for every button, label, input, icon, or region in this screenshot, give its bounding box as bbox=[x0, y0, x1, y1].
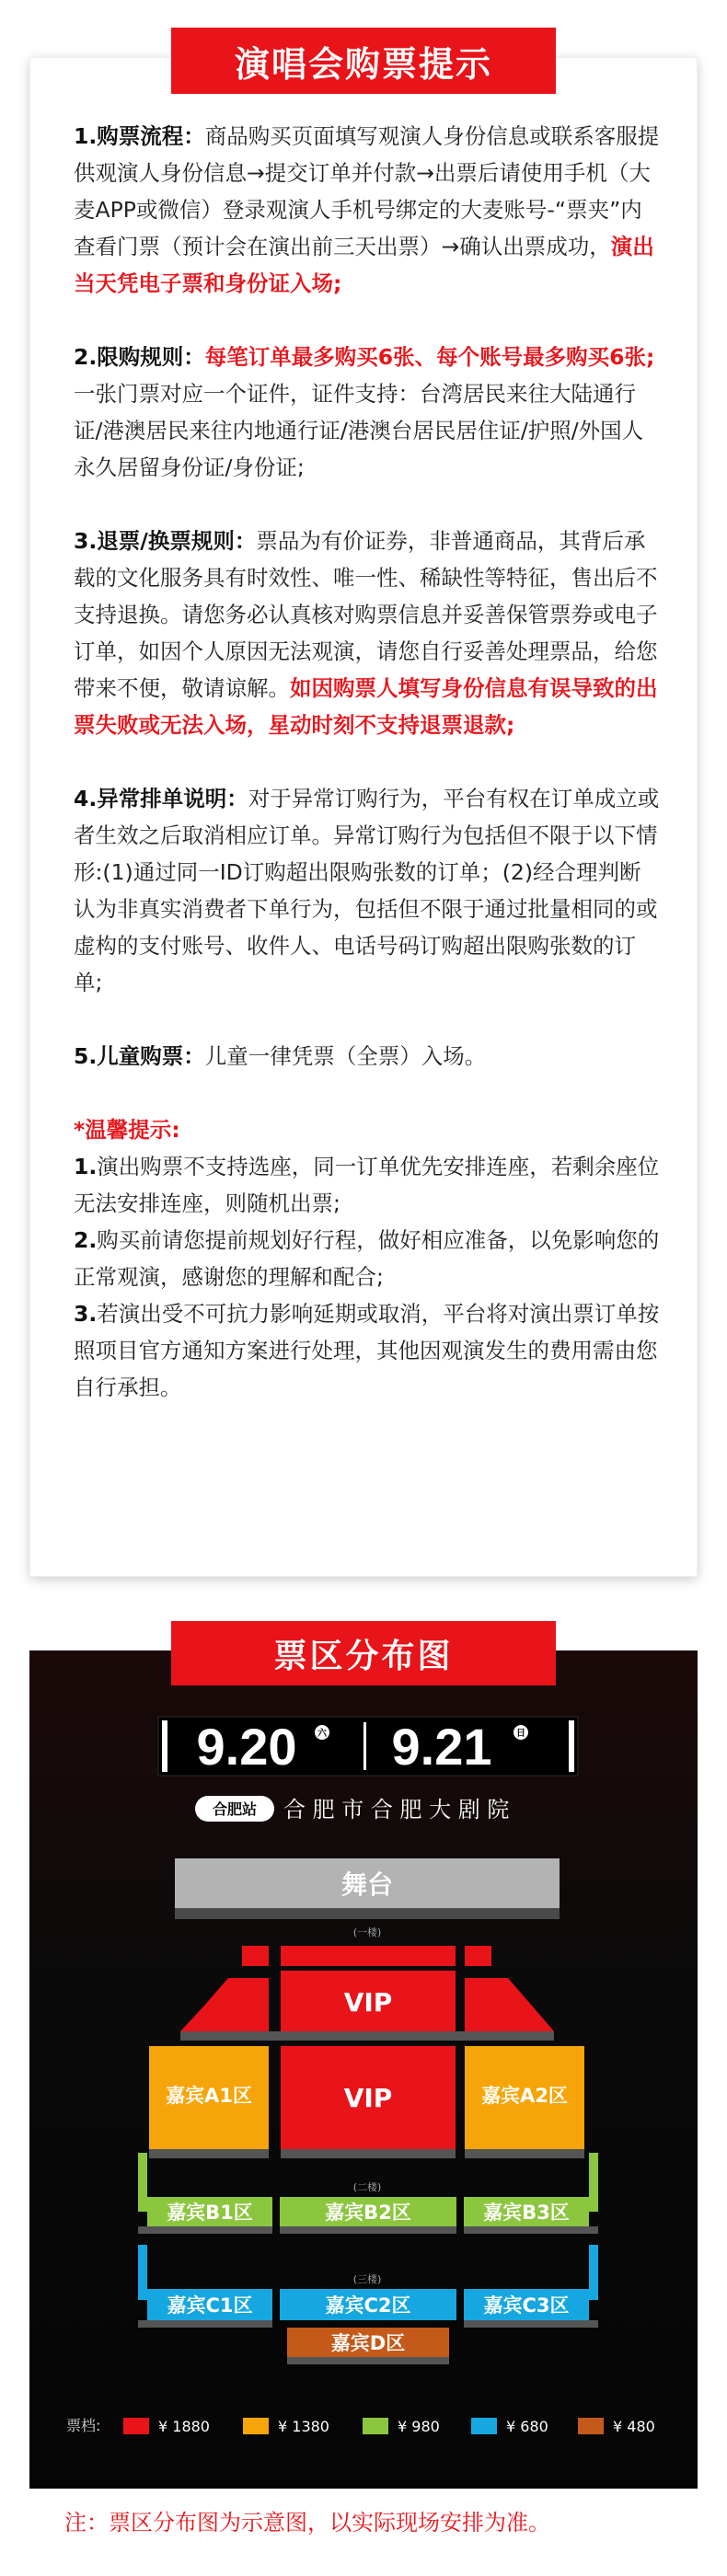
date-second: 9.21 bbox=[391, 1718, 492, 1776]
notice-item-label: 2.限购规则： bbox=[74, 344, 205, 370]
vip-front-edge bbox=[180, 2031, 554, 2041]
zone-b3-side[interactable] bbox=[589, 2153, 598, 2212]
vip-side-box-left[interactable] bbox=[242, 1946, 269, 1966]
banner-divider bbox=[364, 1722, 366, 1770]
seat-map-title: 票区分布图 bbox=[171, 1621, 556, 1685]
notice-item-text: 票品为有价证券，非普通商品，其背后承载的文化服务具有时效性、唯一性、稀缺性等特征，售出后不支持退换。请您务必认真核对购票信息并妥善保管票券或电子订单，如因个人原因无法观演，请您自行妥善处理票品，给您带来不便，敬请谅解。 bbox=[74, 528, 658, 701]
tip-text: 演出购票不支持选座，同一订单优先安排连座，若剩余座位无法安排连座，则随机出票; bbox=[74, 1154, 660, 1216]
notice-item-red: 演出当天凭电子票和身份证入场; bbox=[74, 234, 654, 296]
legend-price-980: ¥ 980 bbox=[398, 2418, 440, 2435]
legend-swatch-680 bbox=[471, 2418, 497, 2434]
footer-note: 注：票区分布图为示意图，以实际现场安排为准。 bbox=[64, 2510, 550, 2536]
zone-vip-main-edge bbox=[281, 2149, 456, 2158]
zone-b1-side[interactable] bbox=[138, 2153, 147, 2212]
zone-label-a1: 嘉宾A1区 bbox=[166, 2085, 252, 2107]
legend-label: 票档: bbox=[66, 2417, 101, 2434]
tip-number: 2. bbox=[74, 1227, 98, 1253]
vip-wing-left[interactable] bbox=[180, 1978, 269, 2031]
venue-name: 合 肥 市 合 肥 大 剧 院 bbox=[283, 1797, 510, 1823]
zone-c3-side[interactable] bbox=[589, 2245, 598, 2300]
notice-item-text: 商品购买页面填写观演人身份信息或联系客服提供观演人身份信息→提交订单并付款→出票后请使用手机（大麦APP或微信）登录观演人手机号绑定的大麦账号-“票夹”内查看门票（预计会在演出前三天出票）→确认出票成功， bbox=[74, 123, 660, 259]
zone-label-d: 嘉宾D区 bbox=[330, 2332, 406, 2354]
date-first: 9.20 bbox=[196, 1718, 297, 1776]
stage-label: 舞台 bbox=[340, 1869, 394, 1900]
zone-label-c3: 嘉宾C3区 bbox=[483, 2294, 570, 2317]
zone-b1-edge bbox=[138, 2226, 272, 2234]
notice-title: 演唱会购票提示 bbox=[171, 28, 556, 94]
zone-c1-edge bbox=[138, 2320, 272, 2328]
vip-side-box-right[interactable] bbox=[465, 1946, 491, 1966]
zone-a1-edge bbox=[149, 2149, 269, 2158]
notice-item-label: 1.购票流程： bbox=[74, 123, 205, 149]
tip-number: 3. bbox=[74, 1301, 98, 1327]
notice-item-red: 如因购票人填写身份信息有误导致的出票失败或无法入场，星动时刻不支持退票退款; bbox=[74, 675, 658, 738]
vip-wing-right[interactable] bbox=[465, 1978, 554, 2031]
legend-price-1380: ¥ 1380 bbox=[278, 2418, 329, 2435]
floor-label-2: (二楼) bbox=[352, 2181, 382, 2193]
weekday-first: 六 bbox=[317, 1729, 327, 1739]
legend-swatch-480 bbox=[578, 2418, 604, 2434]
legend-price-1880: ¥ 1880 bbox=[158, 2418, 210, 2435]
zone-c3-edge bbox=[464, 2320, 598, 2328]
legend-price-480: ¥ 480 bbox=[613, 2418, 655, 2435]
zone-label-a2: 嘉宾A2区 bbox=[481, 2085, 568, 2107]
city-badge-label: 合肥站 bbox=[212, 1800, 258, 1818]
floor-label-3: (三楼) bbox=[352, 2273, 382, 2285]
notice-item-label: 3.退票/换票规则： bbox=[74, 528, 257, 554]
notice-item-text: 儿童一律凭票（全票）入场。 bbox=[204, 1043, 487, 1069]
floor-label-1: (一楼) bbox=[352, 1926, 382, 1938]
legend-price-680: ¥ 680 bbox=[506, 2418, 548, 2435]
notice-item-label: 5.儿童购票： bbox=[74, 1043, 205, 1069]
zone-c1-side[interactable] bbox=[138, 2245, 147, 2300]
legend-swatch-1380 bbox=[243, 2418, 269, 2434]
zone-label-vip-front: VIP bbox=[343, 1987, 393, 2018]
zone-a2-edge bbox=[465, 2149, 584, 2158]
zone-label-b1: 嘉宾B1区 bbox=[167, 2202, 253, 2224]
weekday-second: 日 bbox=[516, 1729, 525, 1739]
zone-label-c1: 嘉宾C1区 bbox=[167, 2294, 253, 2317]
zone-d-edge bbox=[287, 2357, 449, 2364]
tips-title: *温馨提示: bbox=[74, 1117, 180, 1143]
legend-swatch-1880 bbox=[123, 2418, 149, 2434]
zone-label-vip-main: VIP bbox=[343, 2083, 393, 2113]
legend-swatch-980 bbox=[363, 2418, 388, 2434]
zone-label-b3: 嘉宾B3区 bbox=[483, 2202, 570, 2224]
tip-text: 购买前请您提前规划好行程，做好相应准备，以免影响您的正常观演，感谢您的理解和配合; bbox=[74, 1227, 660, 1290]
zone-b2-edge bbox=[280, 2226, 456, 2234]
zone-label-b2: 嘉宾B2区 bbox=[325, 2202, 411, 2224]
zone-label-c2: 嘉宾C2区 bbox=[325, 2294, 411, 2317]
notice-item-red: 每笔订单最多购买6张、每个账号最多购买6张; bbox=[204, 344, 655, 370]
notice-item-text: 对于异常订购行为，平台有权在订单成立或者生效之后取消相应订单。异常订购行为包括但不限于以下情形:(1)通过同一ID订购超出限购张数的订单；(2)经合理判断认为非真实消费者下单行为，包括但不限于通过批量相同的或虚构的支付账号、收件人、电话号码订购超出限购张数的订单; bbox=[74, 786, 660, 995]
banner-left-bar bbox=[162, 1720, 167, 1772]
tip-text: 若演出受不可抗力影响延期或取消，平台将对演出票订单按照项目官方通知方案进行处理，其他因观演发生的费用需由您自行承担。 bbox=[74, 1301, 660, 1400]
banner-right-bar bbox=[569, 1720, 574, 1772]
notice-item-label: 4.异常排单说明： bbox=[74, 786, 248, 811]
zone-b3-edge bbox=[464, 2226, 598, 2234]
notice-item-text: 一张门票对应一个证件，证件支持：台湾居民来往大陆通行证/港澳居民来往内地通行证/港澳台居民居住证/护照/外国人永久居留身份证/身份证; bbox=[74, 381, 644, 480]
stage-edge bbox=[175, 1908, 560, 1919]
tip-number: 1. bbox=[74, 1154, 98, 1179]
vip-top-strip[interactable] bbox=[281, 1946, 456, 1966]
